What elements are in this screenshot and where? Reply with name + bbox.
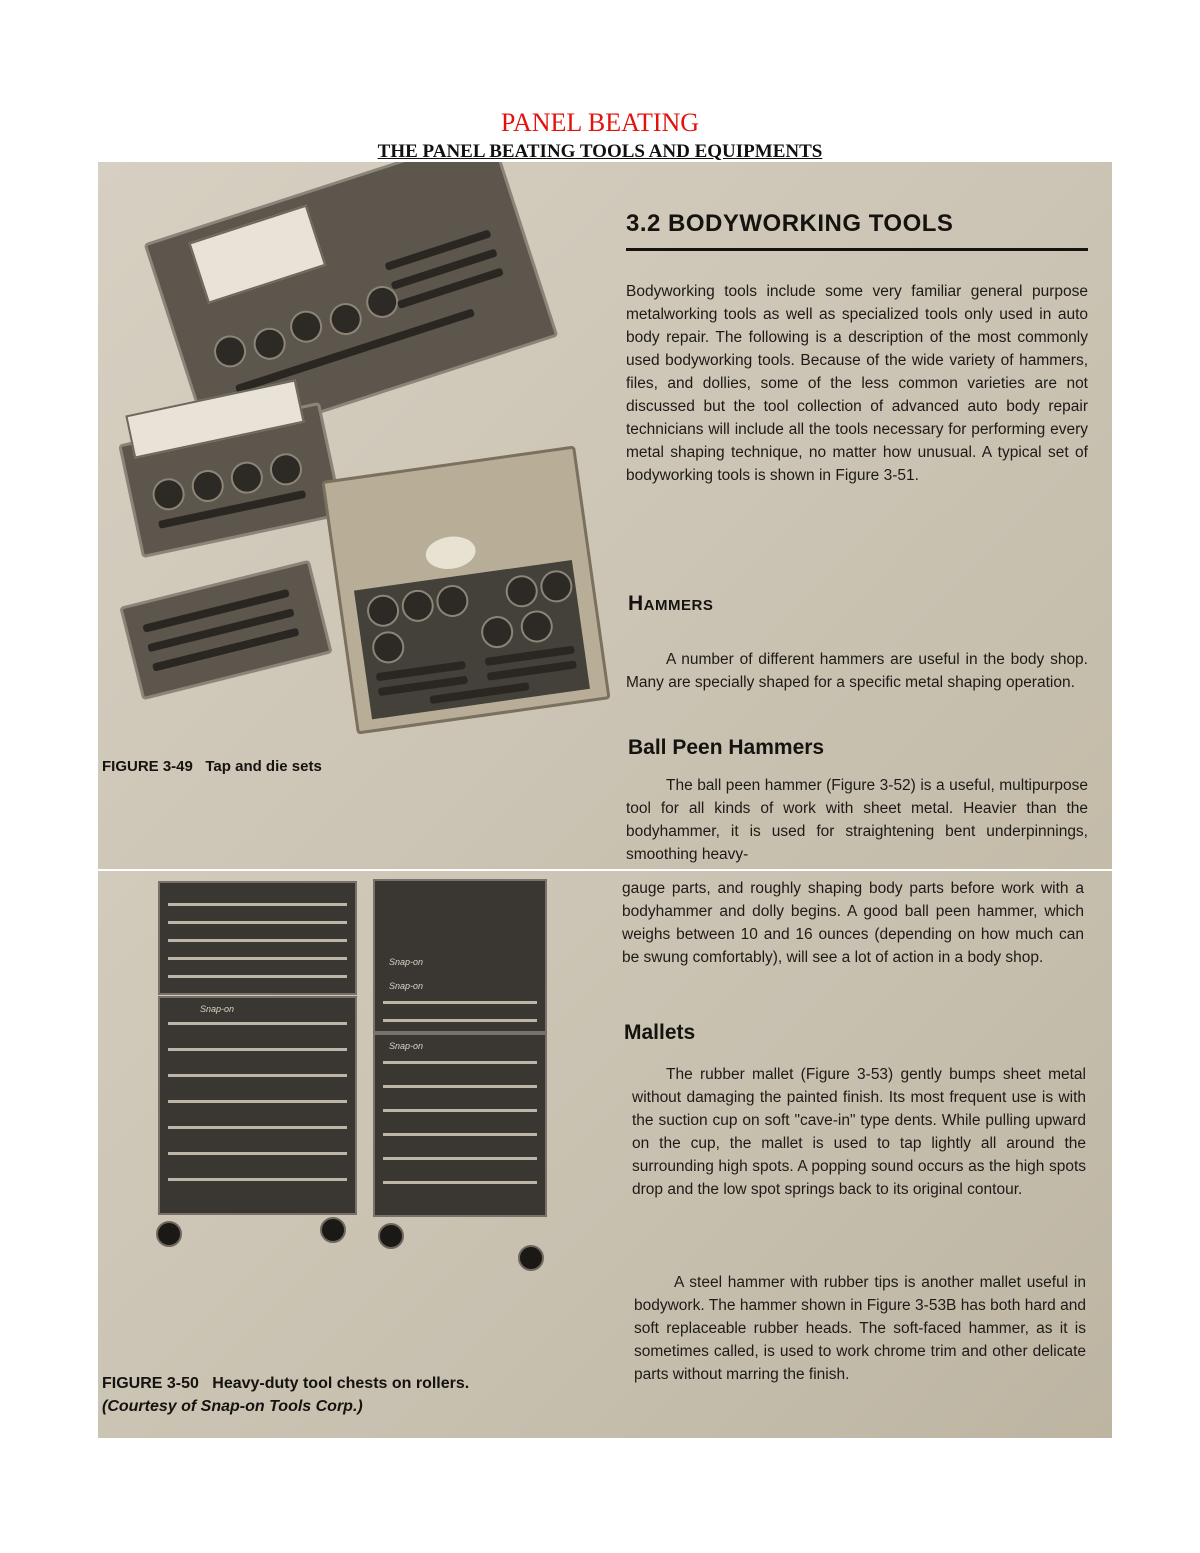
ball-peen-paragraph-top: The ball peen hammer (Figure 3-52) is a useful, multipurpose tool for all kinds of work with sheet metal. Heavier than the bodyhammer, it is used for straightening bent underpinnings, smoothing heavy- [626, 777, 1088, 863]
figure-50-caption: FIGURE 3-50 Heavy-duty tool chests on rollers. [102, 1375, 470, 1392]
mallets-paragraph-2: A steel hammer with rubber tips is another mallet useful in bodywork. The hammer shown in Figure 3-53B has both hard and soft replaceable rubber heads. The soft-faced hammer, as it is sometimes called, is used to work chrome trim and other delicate parts without marring the finish. [634, 1274, 1086, 1383]
figure-50-credit: (Courtesy of Snap-on Tools Corp.) [102, 1398, 363, 1415]
section-heading: 3.2 BODYWORKING TOOLS [626, 210, 1088, 251]
hammers-paragraph: A number of different hammers are useful in the body shop. Many are specially shaped for a specific metal shaping operation. [626, 651, 1088, 691]
figure-49-caption: FIGURE 3-49 Tap and die sets [102, 758, 322, 775]
ball-peen-heading: Ball Peen Hammers [628, 736, 825, 759]
tool-box-wooden [321, 445, 610, 734]
page-title: PANEL BEATING [500, 108, 700, 137]
tool-chest-left-bottom: Snap-on [158, 996, 357, 1215]
scan-bottom [98, 871, 1112, 1438]
tool-chest-right-bottom: Snap-on [373, 1033, 547, 1217]
scan-top [98, 162, 1112, 869]
tool-chest-left-top [158, 881, 357, 995]
ball-peen-paragraph-bottom: gauge parts, and roughly shaping body parts before work with a bodyhammer and dolly begins. A good ball peen hammer, which weighs between 10 and 16 ounces (depending on how much can be swung comfortably), will see a lot of action in a body shop. [622, 880, 1084, 966]
tool-case-medium [118, 402, 344, 558]
hammers-heading: Hammers [628, 592, 714, 615]
mallets-paragraph-1: The rubber mallet (Figure 3-53) gently bumps sheet metal without damaging the painted finish. Its most frequent use is with the suction cup on soft "cave-in" type dents. While pulling upward on the cup, the mallet is used to tap lightly all around the surrounding high spots. A popping sound occurs as the high spots drop and the low spot springs back to its original contour. [632, 1066, 1086, 1198]
mallets-heading: Mallets [624, 1021, 696, 1044]
page-subtitle: THE PANEL BEATING TOOLS AND EQUIPMENTS [377, 141, 823, 162]
tap-and-die-photo [98, 162, 608, 752]
intro-paragraph: Bodyworking tools include some very familiar general purpose metalworking tools as well as specialized tools only used in auto body repair. The following is a description of the most commonly used bodyworking tools. Because of the wide variety of hammers, files, and dollies, some of the less common varieties are not discussed but the tool collection of advanced auto body repair technicians will include all the tools necessary for performing every metal shaping technique, no matter how unusual. A typical set of bodyworking tools is shown in Figure 3-51. [626, 283, 1088, 484]
tool-case-small [119, 560, 332, 701]
tool-chest-right-top: Snap-on Snap-on [373, 879, 547, 1033]
